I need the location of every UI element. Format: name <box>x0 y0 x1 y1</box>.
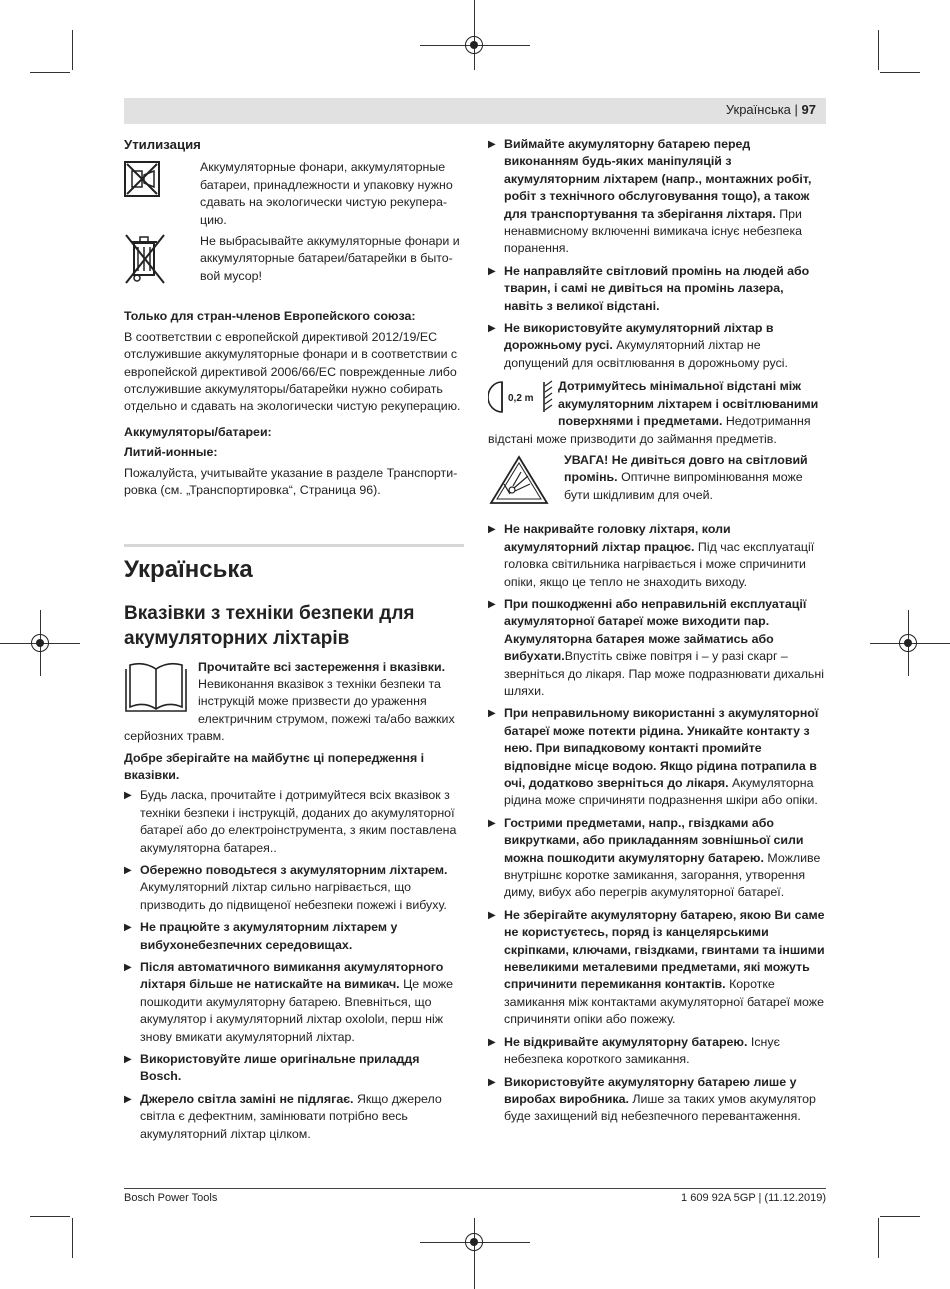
lithium-title: Литий-ионные: <box>124 445 218 460</box>
read-instructions-block <box>124 659 464 746</box>
crop-mark <box>474 0 475 70</box>
footer-doc-number: 1 609 92A 5GP | (11.12.2019) <box>681 1192 826 1204</box>
list-item: ▶ При пошкодженні або неправильній експлуатації акумуляторної батареї може виходити пар. Акумуляторна батарея може займатись або вибухати.Впустіть свіже повітря і – у разі скарг – зверніться до лікаря. Пар може подразнювати дихальні шляхи. <box>488 596 826 700</box>
minimum-distance-icon <box>488 380 554 419</box>
right-column <box>488 136 826 1131</box>
list-item: ▶ Не зберігайте акумуляторну батарею, якою Ви саме не користуєтесь, поряд із канцелярськими скріпками, ключами, гвіздками, гвинтами та іншими невеликими металевими предметами, які можуть спричинити перемикання контактів. Коротке замикання між контактами акумуляторної батареї може спричиняти опіки або пожежу. <box>488 907 826 1029</box>
crop-mark <box>474 1218 475 1289</box>
disposal-recycle-row <box>124 159 464 229</box>
crop-mark <box>30 72 70 73</box>
disposal-text-1: Аккумуляторные фонари, аккумуляторные батареи, принадлежности и упаковку нужно сдавать на экологически чистую рекуперацию. <box>200 160 453 227</box>
list-item: ▶ Використовуйте акумуляторну батарею лише у виробах виробника. Лише за таких умов акумулятор буде захищений від небезпечного перевантаження. <box>488 1074 826 1126</box>
distance-bold: Дотримуйтесь мінімальної відстані між акумуляторним ліхтарем і освітлюваними поверхнями і предметами. <box>558 379 819 429</box>
list-item: ▶ Будь ласка, прочитайте і дотримуйтеся всіх вказівок з техніки безпеки і інструкцій, доданих до акумуляторної батареї або до електроінструмента, з яким поставлена акумуляторна батарея.. <box>124 787 464 857</box>
crossed-bin-icon <box>124 233 200 290</box>
eu-title: Только для стран-членов Европейского союза: <box>124 309 416 324</box>
list-item: ▶ Використовуйте лише оригінальне приладдя Bosch. <box>124 1051 464 1086</box>
list-item: ▶ Не працюйте з акумуляторним ліхтарем у вибухонебезпечних середовищах. <box>124 919 464 954</box>
crop-mark <box>72 30 73 70</box>
crop-mark <box>880 1216 920 1217</box>
safety-title: Вказівки з техніки безпеки для акумуляторних ліхтарів <box>124 602 415 649</box>
list-item: ▶ Не накривайте головку ліхтаря, коли акумуляторний ліхтар працює. Під час експлуатації головка світильника нагрівається і може спричинити опіки, якщо це тепло не знаходить виходу. <box>488 521 826 591</box>
list-item: ▶ Не відкривайте акумуляторну батарею. Існує небезпека короткого замикання. <box>488 1034 826 1069</box>
recycle-icon <box>124 159 200 229</box>
header-text: Українська | 97 <box>725 102 816 117</box>
crop-mark <box>30 1216 70 1217</box>
registration-mark-icon <box>465 1233 483 1251</box>
caution-block <box>488 452 826 513</box>
caution-text: Оптичне випромінювання може бути шкідливим для очей. <box>564 470 803 502</box>
registration-mark-icon <box>465 36 483 54</box>
distance-text: Недотримання відстані може призводити до займання предметів. <box>488 414 811 446</box>
keep-title: Добре зберігайте на майбутнє ці попередження і вказівки. <box>124 750 425 782</box>
left-column <box>124 136 464 1148</box>
distance-label: 0,2 m <box>508 393 534 405</box>
distance-block <box>488 378 826 448</box>
list-item: ▶ При неправильному використанні з акумуляторної батареї може потекти рідина. Уникайте контакту з нею. При випадковому контакті промийте відповідне місце водою. Якщо рідина потрапила в очі, додатково зверніться до лікаря. Акумуляторна рідина може спричиняти подразнення шкіри або опіки. <box>488 705 826 809</box>
lithium-text: Пожалуйста, учитывайте указание в разделе Транспортировка (см. „Транспортировка“, Страница 96). <box>124 465 458 498</box>
crop-mark <box>878 1218 879 1258</box>
crop-mark <box>72 1218 73 1258</box>
list-item: ▶ Виймайте акумуляторну батарею перед виконанням будь-яких маніпуляцій з акумуляторним ліхтарем (напр., монтажних робіт, робіт з технічного обслуговування тощо), а також для транспортування та зберігання ліхтаря. При ненавмисному включенні вимикача існує небезпека поранення. <box>488 136 826 258</box>
disposal-bin-row <box>124 233 464 290</box>
header-title: Українська <box>725 102 791 117</box>
list-item: ▶ Не направляйте світловий промінь на людей або тварин, і самі не дивіться на промінь лазера, навіть з великої відстані. <box>488 263 826 315</box>
disposal-text-2: Не выбрасывайте аккумуляторные фонари и аккумуляторные батареи/батарейки в бытовой мусор! <box>200 234 460 283</box>
read-bold: Прочитайте всі застереження і вказівки. <box>198 659 446 674</box>
book-icon <box>124 661 188 720</box>
list-item: ▶ Не використовуйте акумуляторний ліхтар в дорожньому русі. Акумуляторний ліхтар не допущений для освітлювання в дорожньому русі. <box>488 320 826 372</box>
registration-mark-icon <box>899 634 917 652</box>
page-number: 97 <box>801 102 816 117</box>
caution-bold: УВАГА! Не дивіться довго на світловий промінь. <box>564 452 808 485</box>
list-item: ▶ Обережно поводьтеся з акумуляторним ліхтарем. Акумуляторний ліхтар сильно нагрівається, що призводить до підвищеної небезпеки пожежі і вибуху. <box>124 862 464 914</box>
disposal-title: Утилизация <box>124 137 201 152</box>
list-item: ▶ Гострими предметами, напр., гвіздками або викрутками, або прикладанням зовнішньої сили можна пошкодити акумуляторну батарею. Можливе внутрішнє коротке замикання, загорання, утворення диму, вибух або перегрів акумуляторної батареї. <box>488 815 826 902</box>
footer-divider <box>124 1188 826 1189</box>
crop-mark <box>880 72 920 73</box>
page-header <box>124 98 826 124</box>
read-text: Невиконання вказівок з техніки безпеки та інструкцій може призвести до ураження електричним струмом, пожежі та/або важких серйозних травм. <box>124 676 455 744</box>
section-divider <box>124 544 464 547</box>
list-item: ▶ Після автоматичного вимикання акумуляторного ліхтаря більше не натискайте на вимикач. Це може пошкодити акумуляторну батарею. Впевніться, що акумулятор і акумуляторний ліхтар охololи, перш ніж знову вмикати акумуляторний ліхтар. <box>124 959 464 1046</box>
registration-mark-icon <box>31 634 49 652</box>
batteries-title: Аккумуляторы/батареи: <box>124 424 272 439</box>
list-item: ▶ Джерело світла заміні не підлягає. Якщо джерело світла є дефектним, замінювати потрібно весь акумуляторний ліхтар цілком. <box>124 1091 464 1143</box>
eu-text: В соответствии с европейской директивой 2012/19/EC отслужившие аккумуляторные фонари и в соответствии с европейской директивой 2006/66/EC поврежденные либо отслужившие аккумуляторы/батарейки нужно собирать отдельно и сдавать на экологически чистую рекуперацию. <box>124 329 461 414</box>
section-title: Українська <box>124 555 253 583</box>
caution-light-icon <box>488 454 550 511</box>
crop-mark <box>878 30 879 70</box>
footer-brand: Bosch Power Tools <box>124 1192 218 1204</box>
